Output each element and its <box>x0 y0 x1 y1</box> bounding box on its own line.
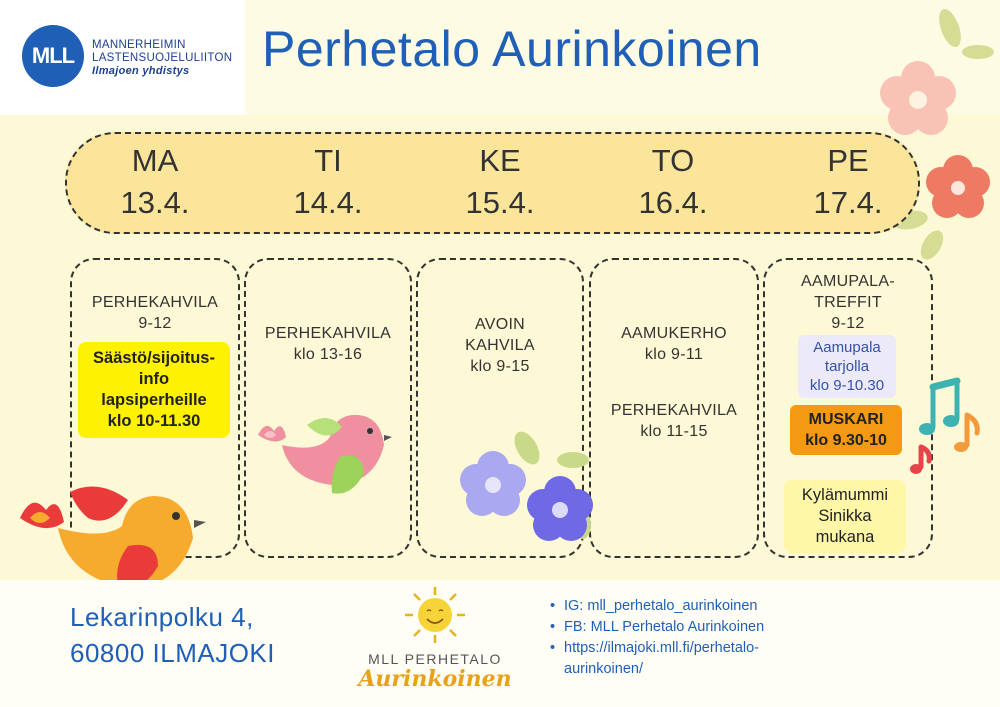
wednesday-activity <box>418 314 582 377</box>
activity-title: TREFFIT <box>814 294 882 311</box>
day-name: PE <box>827 143 869 178</box>
page-title: Perhetalo Aurinkoinen <box>262 21 762 77</box>
day-name: TO <box>651 143 695 178</box>
activity-title: AVOIN <box>474 316 526 333</box>
activity-title: AAMUKERHO <box>621 325 727 342</box>
activity-time: klo 9-11 <box>644 346 704 363</box>
activity-time: klo 9-15 <box>470 358 530 375</box>
granny-line: Sinikka <box>818 507 872 525</box>
activity-time: klo 11-15 <box>640 423 708 440</box>
info-line: klo 10-11.30 <box>107 412 201 430</box>
activity-title: KAHVILA <box>465 337 535 354</box>
address-line2: 60800 ILMAJOKI <box>70 638 275 668</box>
brand-name: Aurinkoinen <box>358 666 512 692</box>
day-column-friday <box>768 140 928 224</box>
note-line: Aamupala <box>813 339 881 356</box>
blue-flowers-icon <box>455 430 595 550</box>
activity-title: PERHEKAHVILA <box>610 402 738 419</box>
thursday-activity-1 <box>591 323 757 365</box>
day-column-monday <box>75 140 235 224</box>
activity-time: 9-12 <box>138 315 172 332</box>
mll-logo: MLL <box>22 25 84 87</box>
friday-granny-highlight <box>784 480 906 553</box>
day-date: 15.4. <box>465 185 535 220</box>
friday-muskari-highlight <box>790 405 902 455</box>
muskari-line: klo 9.30-10 <box>805 432 887 449</box>
activity-time: 9-12 <box>831 315 865 332</box>
contact-list <box>548 596 1000 680</box>
friday-activity <box>765 271 931 334</box>
sun-logo-icon <box>400 585 470 645</box>
monday-activity <box>72 292 238 334</box>
org-name-line1: MANNERHEIMIN <box>92 39 186 51</box>
day-name: KE <box>479 143 521 178</box>
pink-bird-icon <box>252 405 397 505</box>
granny-line: Kylämummi <box>801 486 889 504</box>
day-column-wednesday <box>420 140 580 224</box>
day-column-tuesday <box>248 140 408 224</box>
day-date: 16.4. <box>638 185 708 220</box>
activity-title: AAMUPALA- <box>801 273 895 290</box>
activity-title: PERHEKAHVILA <box>264 325 392 342</box>
info-line: Säästö/sijoitus- <box>93 349 215 367</box>
friday-breakfast-note <box>798 335 896 398</box>
website-link-continued[interactable]: aurinkoinen/ <box>564 661 643 677</box>
info-line: info <box>138 370 170 388</box>
muskari-line: MUSKARI <box>808 411 884 428</box>
info-line: lapsiperheille <box>101 391 207 409</box>
website-link[interactable]: • https://ilmajoki.mll.fi/perhetalo- <box>564 638 1000 659</box>
day-date: 14.4. <box>293 185 363 220</box>
monday-info-highlight <box>78 342 230 438</box>
org-subtitle: Ilmajoen yhdistys <box>92 65 190 77</box>
org-name-line2: LASTENSUOJELULIITON <box>92 52 233 64</box>
day-date: 13.4. <box>120 185 190 220</box>
day-name: MA <box>131 143 179 178</box>
brand-subtitle: MLL PERHETALO <box>368 651 502 667</box>
day-column-thursday <box>593 140 753 224</box>
note-line: klo 9-10.30 <box>809 377 885 394</box>
activity-title: PERHEKAHVILA <box>91 294 219 311</box>
instagram-link[interactable]: • IG: mll_perhetalo_aurinkoinen <box>564 596 1000 617</box>
address-line1: Lekarinpolku 4, <box>70 602 254 632</box>
tuesday-activity <box>246 323 410 365</box>
day-name: TI <box>314 143 342 178</box>
activity-time: klo 13-16 <box>293 346 363 363</box>
day-date: 17.4. <box>813 185 883 220</box>
facebook-link[interactable]: • FB: MLL Perhetalo Aurinkoinen <box>564 617 1000 638</box>
note-line: tarjolla <box>824 358 870 375</box>
granny-line: mukana <box>815 528 875 546</box>
music-notes-icon <box>905 375 990 485</box>
thursday-activity-2 <box>591 400 757 442</box>
